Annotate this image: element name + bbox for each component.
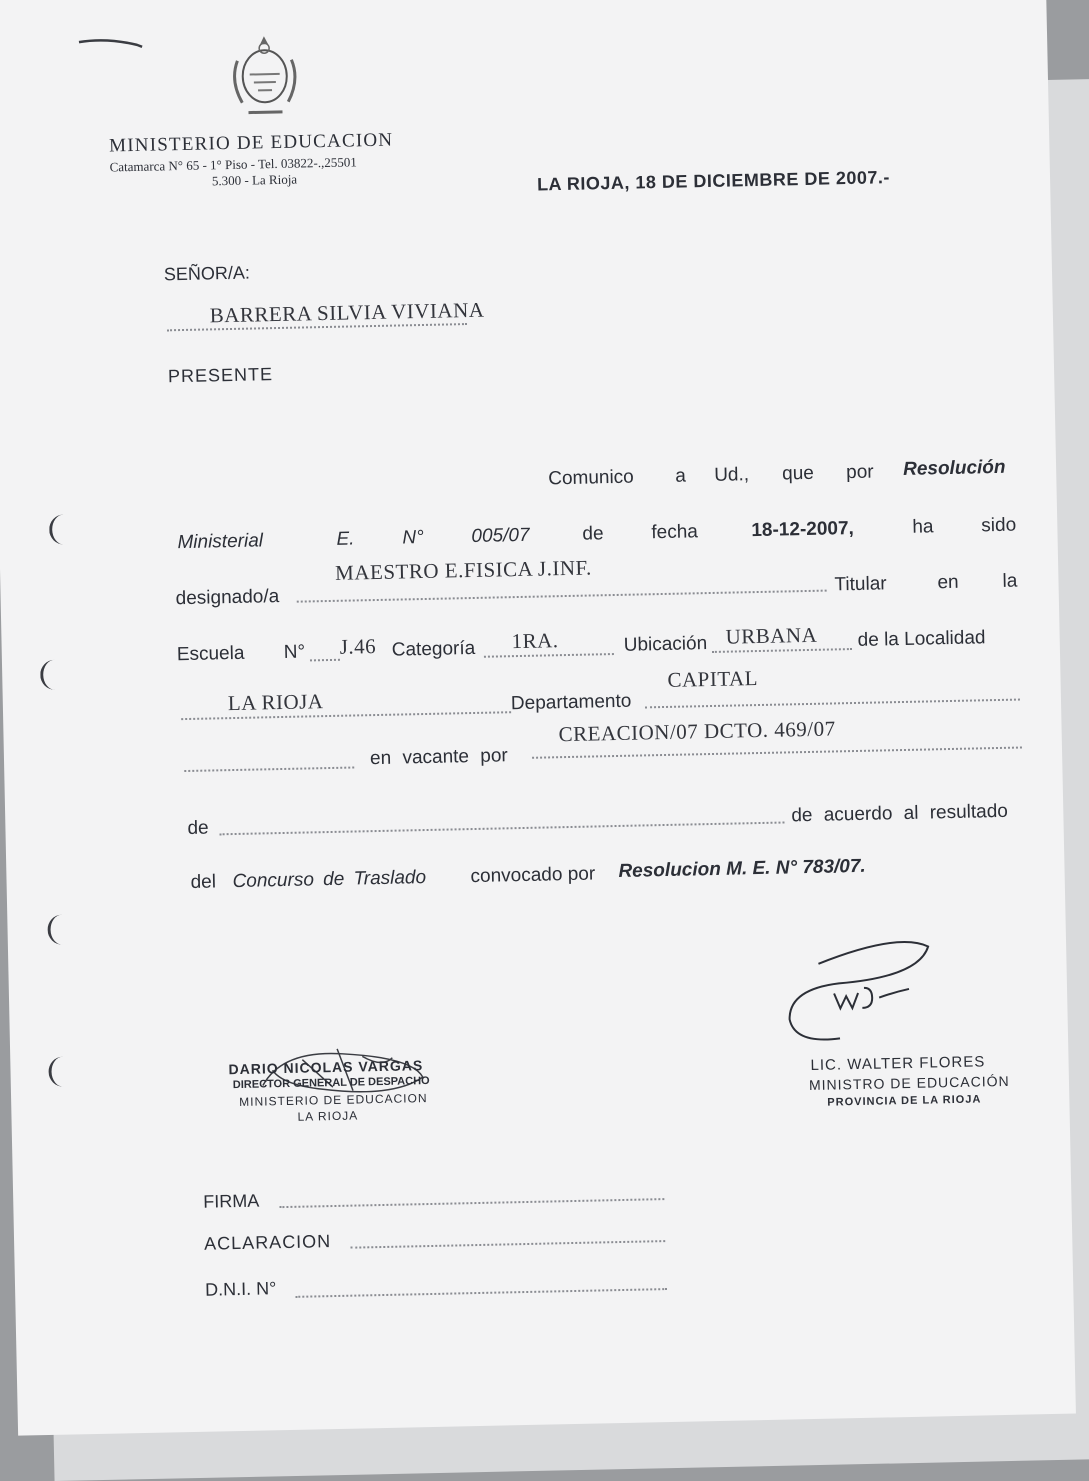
binder-hole-mark	[49, 514, 79, 545]
word-fecha: fecha	[651, 521, 699, 544]
firma-label: FIRMA	[203, 1190, 260, 1212]
ministry-city: 5.300 - La Rioja	[211, 171, 298, 189]
word-de-acuerdo: de acuerdo al resultado	[791, 800, 1009, 827]
word-ha: ha	[912, 516, 934, 538]
left-signer-name: DARIO NICOLAS VARGAS	[228, 1057, 424, 1078]
localidad-value: LA RIOJA	[227, 689, 324, 716]
word-escuela: Escuela	[176, 642, 245, 666]
word-n2: N°	[283, 641, 306, 663]
word-e: E.	[336, 528, 355, 550]
right-signer-name: LIC. WALTER FLORES	[810, 1053, 986, 1075]
resolution-date: 18-12-2007,	[751, 517, 855, 542]
ministry-name: MINISTERIO DE EDUCACION	[108, 129, 394, 157]
word-a: a	[674, 465, 687, 487]
resolution-number: 005/07	[471, 524, 530, 547]
vacante-pre-line	[184, 766, 354, 772]
ministry-address: Catamarca N° 65 - 1° Piso - Tel. 03822-.,25501	[109, 154, 357, 175]
vacante-value: CREACION/07 DCTO. 469/07	[558, 716, 836, 747]
final-resolution: Resolucion M. E. N° 783/07.	[618, 855, 866, 882]
word-del: del	[190, 871, 217, 893]
vacante-line	[532, 747, 1022, 759]
word-en-vacante-por: en vacante por	[369, 745, 508, 770]
de-line	[220, 822, 785, 836]
word-resolucion: Resolución	[902, 456, 1006, 480]
cargo-value: MAESTRO E.FISICA J.INF.	[334, 555, 592, 585]
word-titular: Titular	[834, 573, 887, 596]
word-en: en	[937, 571, 959, 594]
date-line: LA RIOJA, 18 DE DICIEMBRE DE 2007.-	[536, 167, 891, 195]
coat-of-arms-emblem	[219, 29, 311, 126]
word-sido: sido	[981, 514, 1017, 537]
categoria-value: 1RA.	[511, 628, 559, 654]
word-n: N°	[402, 526, 424, 549]
recipient-name: BARRERA SILVIA VIVIANA	[209, 297, 485, 328]
departamento-line	[645, 699, 1020, 709]
presente-label: PRESENTE	[167, 364, 274, 387]
escuela-line	[310, 659, 340, 662]
word-comunico: Comunico	[548, 466, 634, 490]
ubicacion-value: URBANA	[725, 622, 818, 649]
right-signature-scribble	[778, 936, 950, 1050]
dni-line	[295, 1288, 667, 1298]
firma-line	[279, 1198, 664, 1208]
salutation: SEÑOR/A:	[163, 262, 251, 285]
right-signer-title: MINISTRO DE EDUCACIÓN	[808, 1072, 1010, 1094]
departamento-value: CAPITAL	[667, 666, 759, 692]
left-signer-org: MINISTERIO DE EDUCACION	[239, 1091, 428, 1109]
word-concurso: Concurso de Traslado	[232, 867, 427, 893]
word-designado: designado/a	[175, 586, 280, 610]
aclaracion-line	[350, 1240, 665, 1249]
binder-hole-mark	[48, 1056, 78, 1087]
word-la: la	[1002, 570, 1018, 592]
right-signer-place: PROVINCIA DE LA RIOJA	[827, 1093, 982, 1109]
word-categoria: Categoría	[391, 637, 476, 661]
word-convocado: convocado por	[470, 863, 596, 888]
binder-hole-mark	[40, 659, 70, 690]
word-ubicacion: Ubicación	[623, 633, 708, 656]
word-departamento: Departamento	[510, 690, 632, 715]
word-que: que	[781, 462, 815, 485]
aclaracion-label: ACLARACION	[203, 1231, 332, 1254]
word-de-la-localidad: de la Localidad	[857, 627, 986, 651]
word-por: por	[845, 461, 874, 484]
binder-hole-mark	[47, 914, 77, 945]
cargo-line	[297, 590, 827, 603]
left-signer-title: DIRECTOR GENERAL DE DESPACHO	[232, 1074, 430, 1092]
word-ministerial: Ministerial	[177, 530, 264, 554]
dni-label: D.N.I. N°	[204, 1278, 277, 1300]
word-de: de	[582, 523, 604, 545]
word-de2: de	[187, 817, 209, 840]
pen-mark	[77, 33, 147, 54]
categoria-line	[484, 653, 614, 658]
escuela-number: J.46	[339, 634, 377, 659]
word-ud: Ud.,	[713, 464, 750, 486]
left-signer-place: LA RIOJA	[297, 1108, 359, 1124]
